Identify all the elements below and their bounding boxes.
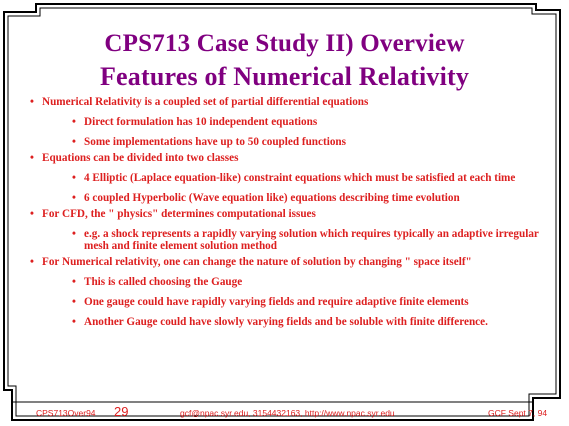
footer-file: CPS713Over94 (36, 408, 96, 418)
sub-bullet-item (30, 172, 545, 184)
bullet-icon: • (72, 316, 76, 328)
sub-bullet-item (30, 192, 545, 204)
bullet-list (30, 96, 545, 328)
slide-subtitle: Features of Numerical Relativity (99, 62, 470, 91)
footer-date: GCF Sept 7, 94 (488, 408, 548, 418)
sub-bullet-item (30, 316, 545, 328)
bullet-icon: • (72, 276, 76, 288)
bullet-text: For Numerical relativity, one can change the nature of solution by changing " space itself" (42, 256, 472, 268)
bullet-item (30, 152, 545, 164)
footer-page-number: 29 (114, 404, 129, 419)
bullet-icon: • (72, 116, 76, 128)
bullet-text: Direct formulation has 10 independent equations (84, 116, 318, 128)
footer-contact: gcf@npac.syr.edu, 3154432163, http://www.npac.syr.edu (180, 408, 395, 418)
bullet-item (30, 208, 545, 220)
bullet-text: For CFD, the " physics" determines computational issues (42, 208, 316, 220)
sub-bullet-item (30, 116, 545, 128)
bullet-text: Numerical Relativity is a coupled set of partial differential equations (42, 96, 369, 108)
bullet-text: e.g. a shock represents a rapidly varying solution which requires typically an adaptive irregular mesh and finite element solution method (84, 228, 539, 252)
bullet-icon: • (72, 192, 76, 204)
sub-bullet-item (30, 136, 545, 148)
bullet-text: Some implementations have up to 50 coupled functions (84, 136, 346, 148)
bullet-icon: • (30, 96, 34, 108)
slide-title: CPS713 Case Study II) Overview (104, 30, 465, 57)
bullet-text: Equations can be divided into two classes (42, 152, 239, 164)
bullet-text: One gauge could have rapidly varying fields and require adaptive finite elements (84, 296, 469, 308)
bullet-text: This is called choosing the Gauge (84, 276, 243, 288)
bullet-text: 6 coupled Hyperbolic (Wave equation like) equations describing time evolution (84, 192, 460, 204)
bullet-icon: • (72, 228, 76, 240)
sub-bullet-item (30, 296, 545, 308)
bullet-icon: • (72, 296, 76, 308)
sub-bullet-item (30, 276, 545, 288)
bullet-text: 4 Elliptic (Laplace equation-like) constraint equations which must be satisfied at each time (84, 172, 516, 184)
sub-bullet-item (30, 228, 545, 252)
bullet-item (30, 256, 545, 268)
bullet-text: Another Gauge could have slowly varying fields and be soluble with finite difference. (84, 316, 488, 328)
footer (0, 405, 569, 419)
bullet-icon: • (30, 256, 34, 268)
bullet-icon: • (30, 152, 34, 164)
bullet-item (30, 96, 545, 108)
bullet-icon: • (30, 208, 34, 220)
bullet-icon: • (72, 136, 76, 148)
bullet-icon: • (72, 172, 76, 184)
